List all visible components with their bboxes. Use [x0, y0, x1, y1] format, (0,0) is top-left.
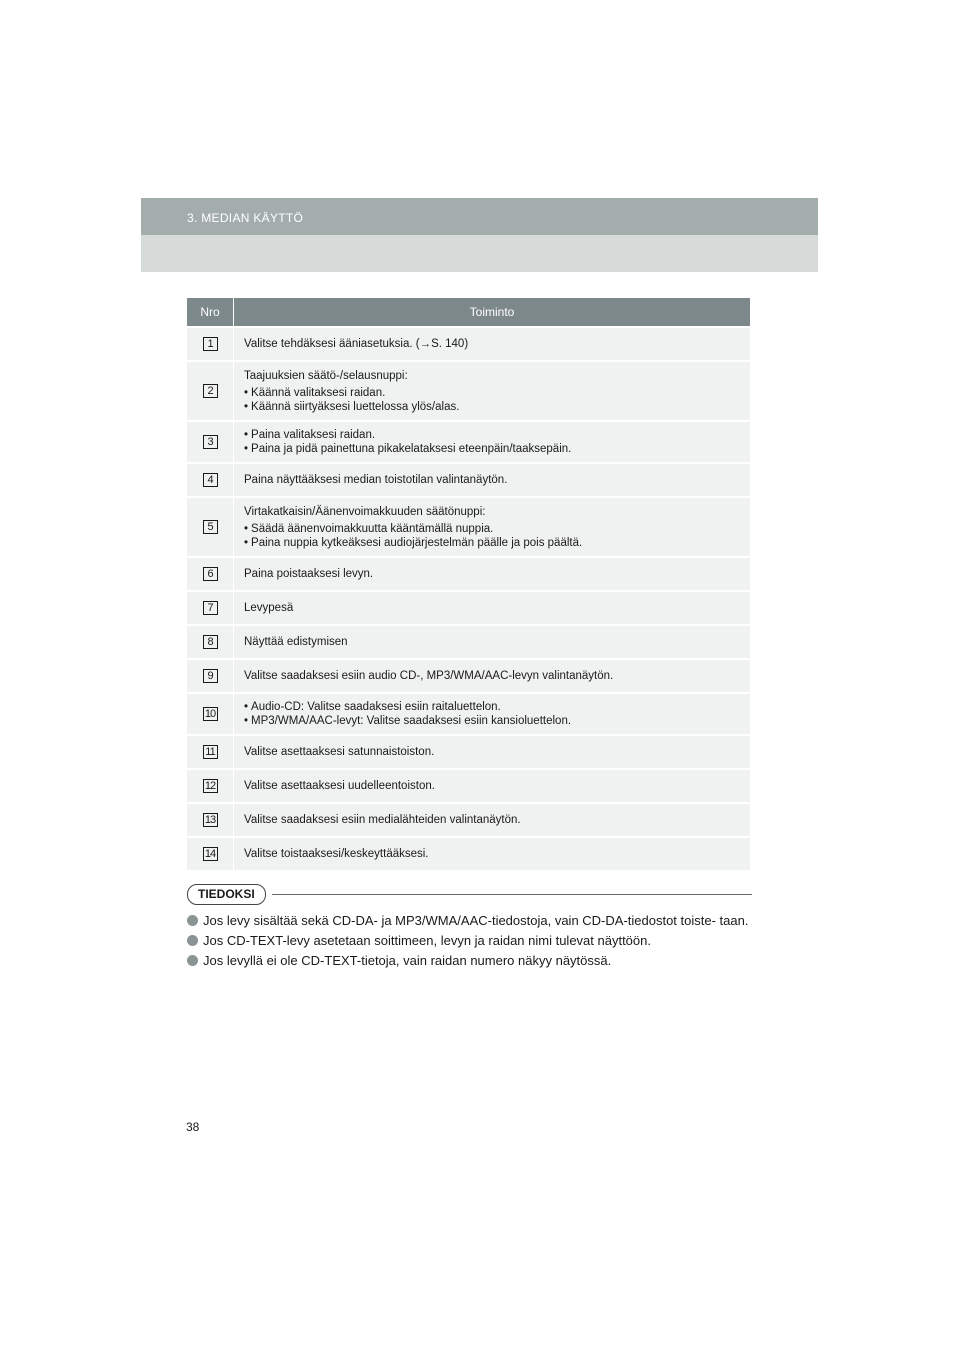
row-text: Valitse asettaaksesi satunnaistoiston.: [244, 746, 435, 758]
row-text: Valitse tehdäksesi ääniasetuksia. (→S. 140): [244, 338, 469, 350]
bullet-item: • Käännä valitaksesi raidan.: [244, 386, 740, 400]
row-text-cell: [234, 464, 750, 496]
number-box: 7: [203, 601, 218, 615]
row-text: Levypesä: [244, 602, 294, 614]
number-box: 13: [203, 813, 218, 827]
section-title: 3. MEDIAN KÄYTTÖ: [187, 211, 304, 225]
table-body: [187, 326, 750, 870]
row-number-cell: [187, 694, 233, 734]
number-box: 12: [203, 779, 218, 793]
number-box: 5: [203, 520, 218, 534]
bullet-item: • Audio-CD: Valitse saadaksesi esiin raitaluettelon.: [244, 700, 740, 714]
row-number-cell: [187, 558, 233, 590]
row-text: Valitse saadaksesi esiin audio CD-, MP3/WMA/AAC-levyn valintanäytön.: [244, 670, 614, 682]
table-row: [187, 624, 750, 658]
row-number-cell: [187, 838, 233, 870]
number-box: 6: [203, 567, 218, 581]
bullet-item: • Paina nuppia kytkeäksesi audiojärjestelmän päälle ja pois päältä.: [244, 536, 740, 550]
table-row: [187, 360, 750, 420]
table-row: [187, 836, 750, 870]
row-text-cell: [234, 422, 750, 462]
row-text-cell: [234, 592, 750, 624]
note-text: Jos levyllä ei ole CD-TEXT-tietoja, vain raidan numero näkyy näytössä.: [203, 953, 612, 968]
table-row: [187, 590, 750, 624]
table-row: [187, 326, 750, 360]
note-rule: [272, 894, 752, 895]
row-text-cell: [234, 838, 750, 870]
number-box: 2: [203, 384, 218, 398]
row-number-cell: [187, 362, 233, 420]
bullet-item: • MP3/WMA/AAC-levyt: Valitse saadaksesi esiin kansioluettelon.: [244, 714, 740, 728]
table-row: [187, 420, 750, 462]
row-text-cell: [234, 770, 750, 802]
note-item: [187, 953, 752, 969]
bullet-item: • Säädä äänenvoimakkuutta kääntämällä nuppia.: [244, 522, 740, 536]
function-table: [187, 298, 750, 870]
note-text: Jos CD-TEXT-levy asetetaan soittimeen, levyn ja raidan nimi tulevat näyttöön.: [203, 933, 651, 948]
table-row: [187, 734, 750, 768]
bullet-dot-icon: [187, 935, 198, 946]
row-text: Paina poistaaksesi levyn.: [244, 568, 374, 580]
row-text: Valitse asettaaksesi uudelleentoiston.: [244, 780, 435, 792]
number-box: 3: [203, 435, 218, 449]
row-text: Valitse toistaaksesi/keskeyttääksesi.: [244, 848, 429, 860]
row-text: Valitse saadaksesi esiin medialähteiden valintanäytön.: [244, 814, 521, 826]
page-number: 38: [186, 1120, 200, 1134]
note-item: [187, 913, 752, 929]
note-list: [187, 913, 752, 969]
header-function: Toiminto: [469, 305, 515, 319]
section-header: [141, 198, 818, 235]
row-number-cell: [187, 328, 233, 360]
row-number-cell: [187, 736, 233, 768]
row-text: Näyttää edistymisen: [244, 636, 348, 648]
bullet-item: • Paina ja pidä painettuna pikakelataksesi eteenpäin/taaksepäin.: [244, 442, 740, 456]
table-row: [187, 658, 750, 692]
row-text-cell: [234, 498, 750, 556]
row-number-cell: [187, 660, 233, 692]
note-badge: TIEDOKSI: [187, 884, 266, 905]
row-intro: Taajuuksien säätö-/selausnuppi:: [244, 369, 408, 382]
section-subband: [141, 235, 818, 272]
row-text: Paina näyttääksesi median toistotilan valintanäytön.: [244, 474, 508, 486]
table-row: [187, 462, 750, 496]
row-text-cell: [234, 626, 750, 658]
number-box: 8: [203, 635, 218, 649]
row-intro: Virtakatkaisin/Äänenvoimakkuuden säätönuppi:: [244, 505, 486, 518]
row-number-cell: [187, 464, 233, 496]
row-text-cell: [234, 328, 750, 360]
row-text-cell: [234, 660, 750, 692]
bullet-dot-icon: [187, 915, 198, 926]
row-number-cell: [187, 804, 233, 836]
bullet-item: • Käännä siirtyäksesi luettelossa ylös/alas.: [244, 400, 740, 414]
number-box: 4: [203, 473, 218, 487]
table-row: [187, 496, 750, 556]
table-header: [187, 298, 750, 326]
table-row: [187, 556, 750, 590]
note-section: [187, 884, 752, 973]
note-item: [187, 933, 752, 949]
table-row: [187, 692, 750, 734]
number-box: 14: [203, 847, 218, 861]
number-box: 11: [203, 745, 218, 759]
row-number-cell: [187, 626, 233, 658]
bullet-dot-icon: [187, 955, 198, 966]
table-row: [187, 768, 750, 802]
row-text-cell: [234, 804, 750, 836]
bullet-item: • Paina valitaksesi raidan.: [244, 428, 740, 442]
row-text-cell: [234, 736, 750, 768]
row-number-cell: [187, 592, 233, 624]
number-box: 10: [203, 707, 218, 721]
row-number-cell: [187, 498, 233, 556]
row-number-cell: [187, 422, 233, 462]
row-text-cell: [234, 362, 750, 420]
number-box: 9: [203, 669, 218, 683]
note-text: Jos levy sisältää sekä CD-DA- ja MP3/WMA/AAC-tiedostoja, vain CD-DA-tiedostot toiste- taan.: [203, 913, 749, 928]
table-row: [187, 802, 750, 836]
row-number-cell: [187, 770, 233, 802]
row-text-cell: [234, 694, 750, 734]
header-number: Nro: [200, 305, 220, 319]
number-box: 1: [203, 337, 218, 351]
row-text-cell: [234, 558, 750, 590]
